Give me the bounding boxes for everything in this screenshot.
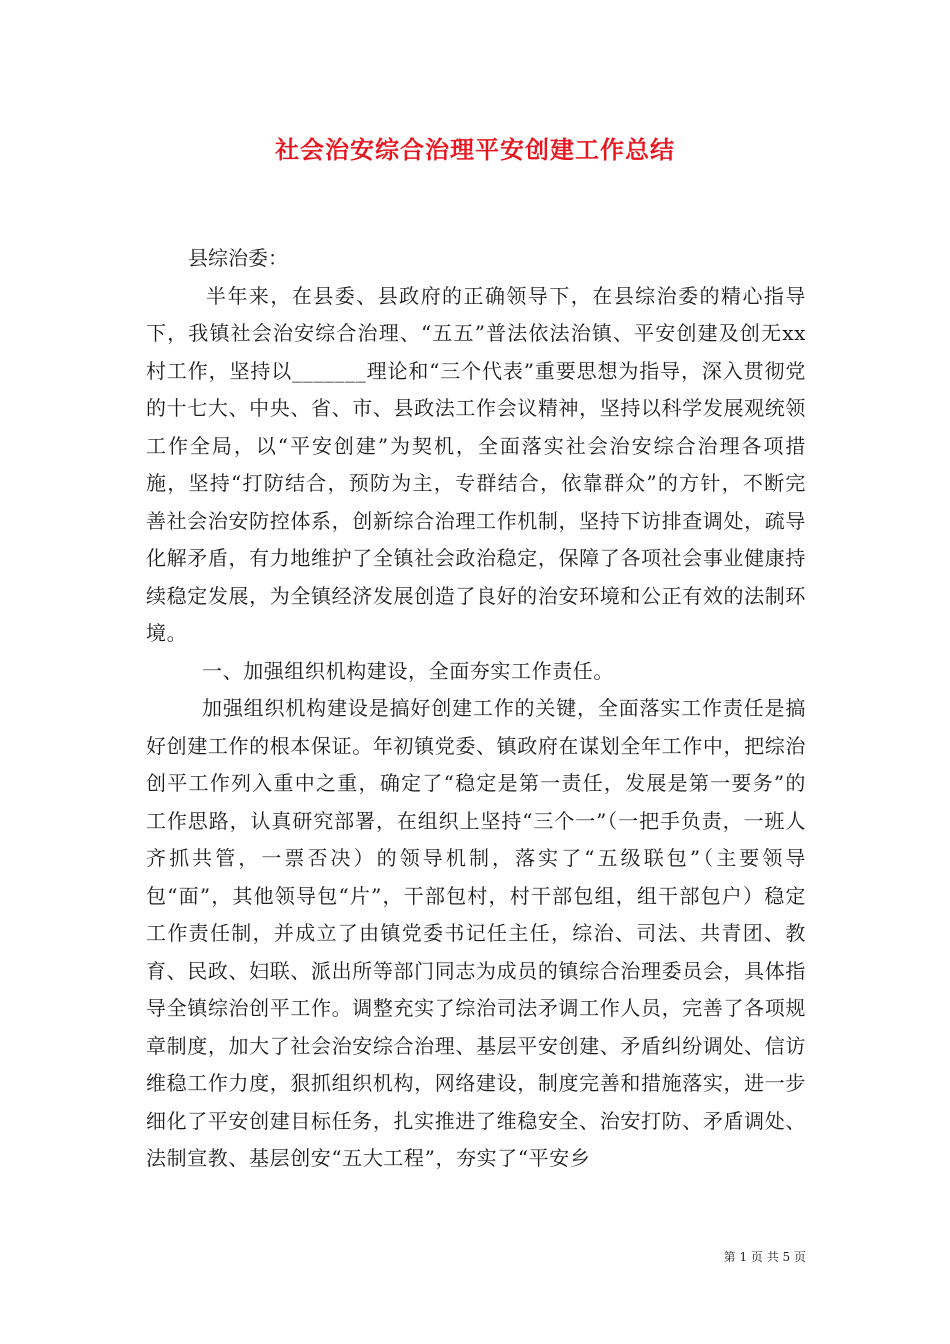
- paragraph-section-1: 加强组织机构建设是搞好创建工作的关键，全面落实工作责任是搞好创建工作的根本保证。年初镇党委、镇政府在谋划全年工作中，把综治创平工作列入重中之重，确定了“稳定是第一责任，发展是第一要务”的工作思路，认真研究部署，在组织上坚持“三个一”（一把手负责，一班人齐抓共管，一票否决）的领导机制，落实了“五级联包”（主要领导包“面”，其他领导包“片”，干部包村，村干部包组，组干部包户）稳定工作责任制，并成立了由镇党委书记任主任，综治、司法、共青团、教育、民政、妇联、派出所等部门同志为成员的镇综合治理委员会，具体指导全镇综治创平工作。调整充实了综治司法矛调工作人员，完善了各项规章制度，加大了社会治安综合治理、基层平安创建、矛盾纠纷调处、信访维稳工作力度，狠抓组织机构，网络建设，制度完善和措施落实，进一步细化了平安创建目标任务，扎实推进了维稳安全、治安打防、矛盾调处、法制宣教、基层创安“五大工程”，夯实了“平安乡: [146, 696, 806, 1170]
- section-heading-1: 一、加强组织机构建设，全面夯实工作责任。: [202, 658, 614, 683]
- document-body: [146, 240, 806, 1178]
- document-title: 社会治安综合治理平安创建工作总结: [275, 135, 675, 164]
- salutation: 县综治委：: [188, 246, 288, 270]
- page-number-footer: 第 1 页 共 5 页: [723, 1250, 806, 1264]
- paragraph-intro: 半年来，在县委、县政府的正确领导下，在县综治委的精心指导下，我镇社会治安综合治理、“五五”普法依法治镇、平安创建及创无xx村工作，坚持以_______理论和“三个代表”重要思想为指导，深入贯彻党的十七大、中央、省、市、县政法工作会议精神，坚持以科学发展观统领工作全局，以“平安创建”为契机，全面落实社会治安综合治理各项措施，坚持“打防结合，预防为主，专群结合，依靠群众”的方针，不断完善社会治安防控体系，创新综合治理工作机制，坚持下访排查调处，疏导化解矛盾，有力地维护了全镇社会政治稳定，保障了各项社会事业健康持续稳定发展，为全镇经济发展创造了良好的治安环境和公正有效的法制环境。: [146, 283, 806, 645]
